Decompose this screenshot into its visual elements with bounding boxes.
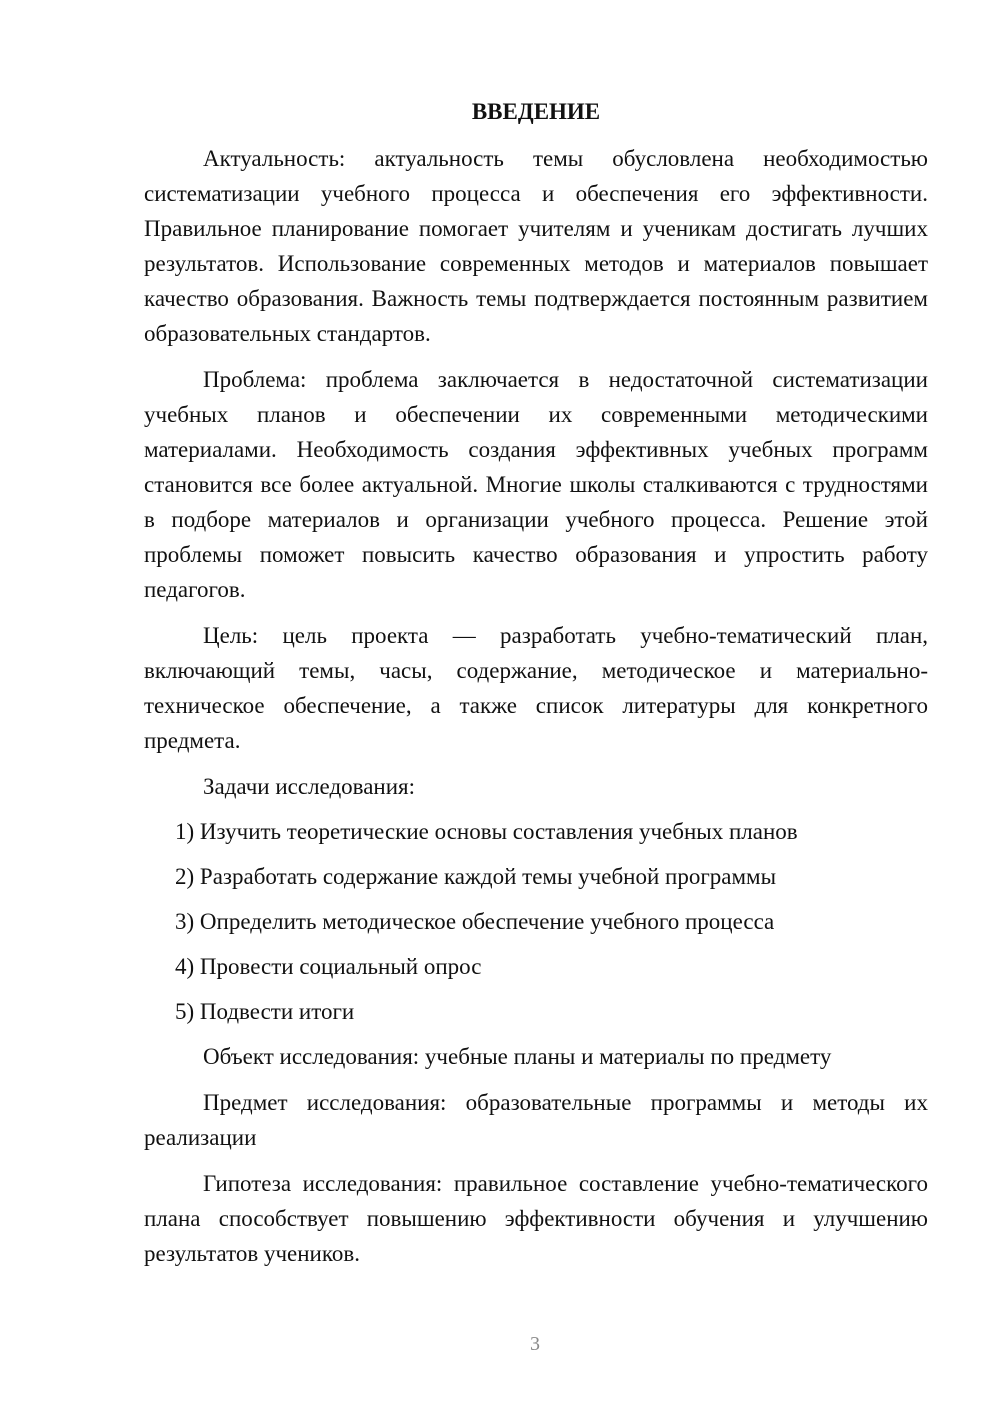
subject-paragraph: Предмет исследования: образовательные программы и методы их реализации [144, 1090, 928, 1150]
relevance-paragraph: Актуальность: актуальность темы обусловлена необходимостью систематизации учебного процесса и обеспечения его эффективности. Правильное планирование помогает учителям и ученикам достигать лучших результатов. Использование современных методов и материалов повышает качество образования. Важность темы подтверждается постоянным развитием образовательных стандартов. [144, 146, 928, 346]
tasks-list [144, 814, 928, 1029]
task-item: 3) Определить методическое обеспечение учебного процесса [175, 909, 775, 934]
tasks-heading: Задачи исследования: [203, 774, 416, 799]
section-title: ВВЕДЕНИЕ [471, 99, 601, 124]
task-item: 2) Разработать содержание каждой темы учебной программы [175, 864, 777, 889]
page-content [144, 94, 928, 1282]
page-number: 3 [530, 1333, 540, 1355]
task-item: 4) Провести социальный опрос [175, 954, 482, 979]
object-paragraph: Объект исследования: учебные планы и материалы по предмету [203, 1044, 832, 1069]
problem-paragraph: Проблема: проблема заключается в недостаточной систематизации учебных планов и обеспечении их современными методическими материалами. Необходимость создания эффективных учебных программ становится все более актуальной. Многие школы сталкиваются с трудностями в подборе материалов и организации учебного процесса. Решение этой проблемы поможет повысить качество образования и упростить работу педагогов. [144, 367, 928, 602]
task-item: 5) Подвести итоги [175, 999, 355, 1024]
task-item: 1) Изучить теоретические основы составления учебных планов [175, 819, 798, 844]
hypothesis-paragraph: Гипотеза исследования: правильное составление учебно-тематического плана способствует повышению эффективности обучения и улучшению результатов учеников. [144, 1171, 928, 1266]
goal-paragraph: Цель: цель проекта — разработать учебно-тематический план, включающий темы, часы, содержание, методическое и материально-техническое обеспечение, а также список литературы для конкретного предмета. [144, 623, 928, 753]
